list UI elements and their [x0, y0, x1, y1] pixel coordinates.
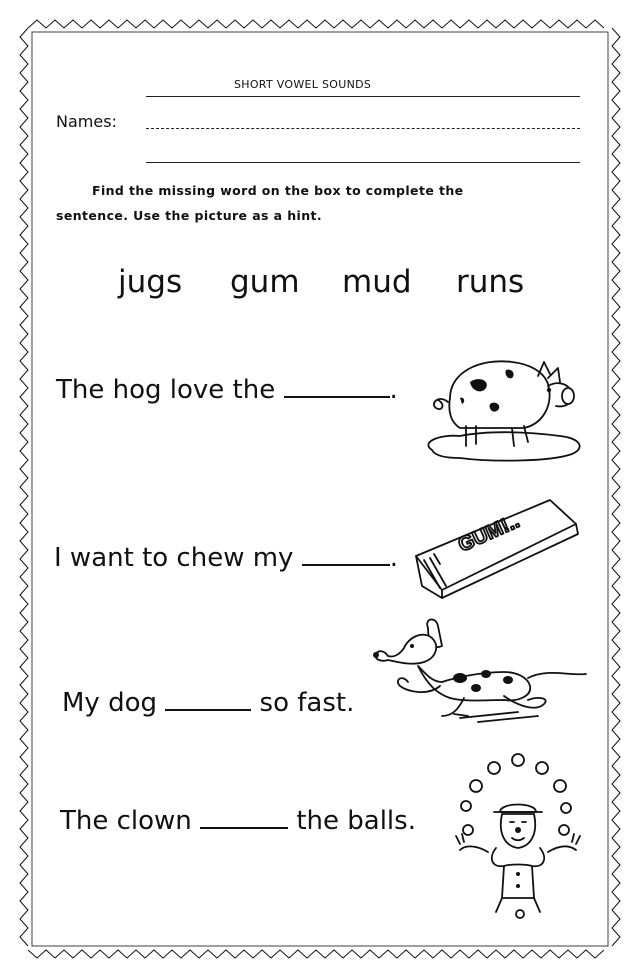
names-label: Names:: [56, 112, 117, 131]
border-zigzag-edge: [28, 20, 604, 28]
instruction-line-2: sentence. Use the picture as a hint.: [56, 208, 323, 223]
sentence-1: [56, 374, 398, 405]
sentence-1-end: .: [389, 375, 398, 405]
word-bank-runs: runs: [456, 264, 525, 300]
sentence-3-blank[interactable]: [165, 687, 251, 711]
sentence-4-end: the balls.: [296, 806, 416, 836]
title-underline: [146, 96, 580, 97]
sentence-4: [60, 805, 416, 836]
sentence-2-end: .: [389, 543, 398, 573]
gum-picture: [410, 494, 590, 606]
gum-wrapper-text: GUM!..: [455, 510, 523, 557]
sentence-4-text: The clown: [60, 806, 192, 836]
worksheet-title: SHORT VOWEL SOUNDS: [234, 78, 372, 91]
sentence-4-blank[interactable]: [200, 805, 288, 829]
sentence-3-text: My dog: [62, 688, 157, 718]
sentence-1-blank[interactable]: [284, 374, 390, 398]
sentence-2-blank[interactable]: [302, 542, 390, 566]
sentence-2-text: I want to chew my: [54, 543, 294, 573]
border-zigzag-edge: [612, 28, 620, 946]
instruction-line-1: Find the missing word on the box to complete the: [92, 183, 464, 198]
sentence-3: [62, 687, 354, 718]
names-dashed-line[interactable]: [146, 128, 580, 129]
names-second-line[interactable]: [146, 162, 580, 163]
word-bank-mud: mud: [342, 264, 412, 300]
sentence-2: [54, 542, 398, 573]
juggling-clown-picture: [448, 748, 588, 920]
border-zigzag-edge: [28, 950, 604, 958]
running-dog-picture: [368, 616, 598, 728]
word-bank-jugs: jugs: [118, 264, 183, 300]
word-bank-gum: gum: [230, 264, 300, 300]
sentence-1-text: The hog love the: [56, 375, 276, 405]
sentence-3-end: so fast.: [259, 688, 355, 718]
pig-picture: [420, 350, 590, 470]
border-zigzag-edge: [20, 28, 28, 946]
